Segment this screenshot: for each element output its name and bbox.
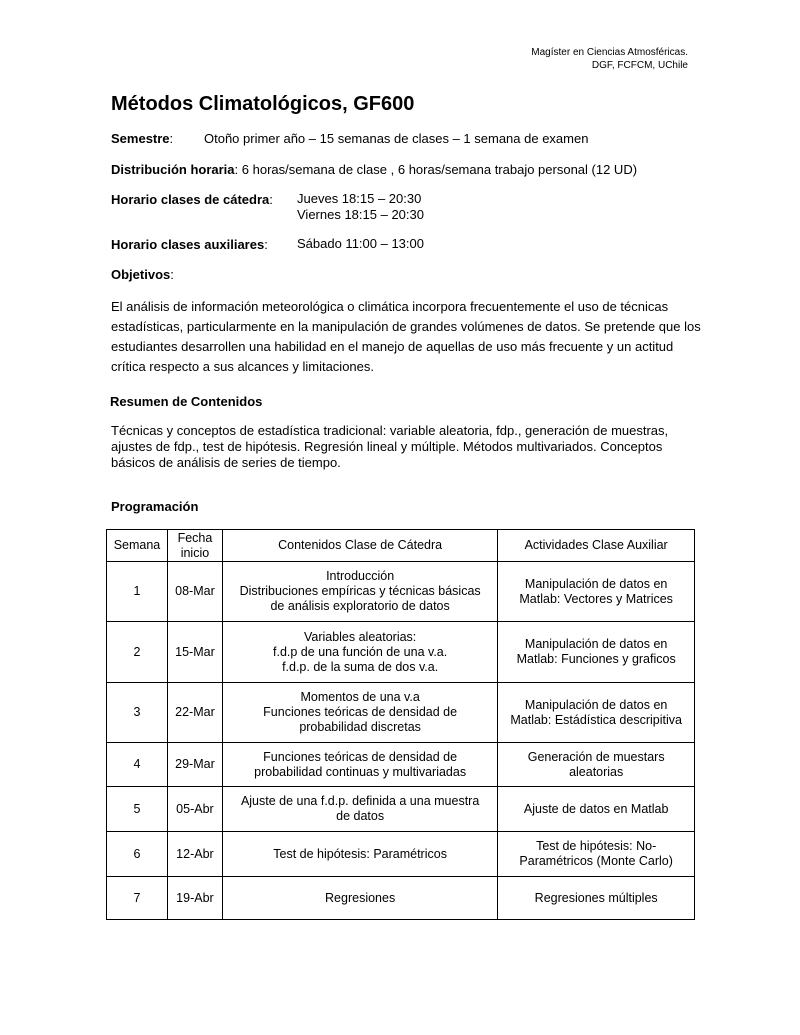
programacion-heading: Programación <box>111 499 199 514</box>
table-row <box>107 743 695 787</box>
distribucion-row: Distribución horaria: 6 horas/semana de clase , 6 horas/semana trabajo personal (12 UD) <box>111 162 638 177</box>
cell-actividades: Manipulación de datos en Matlab: Vectores y Matrices <box>498 562 695 622</box>
catedra-value: Jueves 18:15 – 20:30 Viernes 18:15 – 20:30 <box>297 191 424 222</box>
cell-actividades: Ajuste de datos en Matlab <box>498 787 695 832</box>
col-header-fecha: Fecha inicio <box>167 530 222 562</box>
cell-fecha: 05-Abr <box>167 787 222 832</box>
institution: DGF, FCFCM, UChile <box>591 60 688 71</box>
cell-actividades: Manipulación de datos en Matlab: Funciones y graficos <box>498 622 695 683</box>
cell-fecha: 22-Mar <box>167 683 222 743</box>
objetivos-row: Objetivos: <box>111 267 174 282</box>
cell-semana: 2 <box>107 622 168 683</box>
table-row <box>107 877 695 920</box>
table-row <box>107 832 695 877</box>
cell-actividades: Generación de muestars aleatorias <box>498 743 695 787</box>
cell-contenidos: Variables aleatorias: f.d.p de una función de una v.a. f.d.p. de la suma de dos v.a. <box>222 622 497 683</box>
program-name: Magíster en Ciencias Atmosféricas. <box>531 47 688 58</box>
distribucion-label: Distribución horaria <box>111 162 235 177</box>
auxiliares-label: Horario clases auxiliares <box>111 237 265 252</box>
cell-semana: 5 <box>107 787 168 832</box>
distribucion-value: 6 horas/semana de clase , 6 horas/semana trabajo personal (12 UD) <box>241 162 638 177</box>
cell-fecha: 19-Abr <box>167 877 222 920</box>
cell-semana: 1 <box>107 562 168 622</box>
col-header-actividades: Actividades Clase Auxiliar <box>498 530 695 562</box>
cell-fecha: 08-Mar <box>167 562 222 622</box>
objetivos-text: El análisis de información meteorológica o climática incorpora frecuentemente el uso de técnicas estadísticas, particularmente en la manipulación de grandes volúmenes de datos. Se pretende que los estudiantes desarrollen una habilidad en el manejo de aquellas de uso más frecuente y un actitud crítica respecto a sus alcances y limitaciones. <box>111 299 701 374</box>
cell-contenidos: Introducción Distribuciones empíricas y técnicas básicas de análisis exploratorio de datos <box>222 562 497 622</box>
cell-contenidos: Funciones teóricas de densidad de probabilidad continuas y multivariadas <box>222 743 497 787</box>
document-header <box>531 46 688 72</box>
objetivos-label: Objetivos <box>111 267 171 282</box>
cell-contenidos: Regresiones <box>222 877 497 920</box>
table-row <box>107 622 695 683</box>
cell-contenidos: Test de hipótesis: Paramétricos <box>222 832 497 877</box>
table-row <box>107 562 695 622</box>
table-header-row <box>107 530 695 562</box>
col-header-contenidos: Contenidos Clase de Cátedra <box>222 530 497 562</box>
semestre-label: Semestre <box>111 131 170 146</box>
resumen-text: Técnicas y conceptos de estadística tradicional: variable aleatoria, fdp., generación de muestras, ajustes de fdp., test de hipótesis. Regresión lineal y múltiple. Métodos multivariados. Conceptos básicos de análisis de series de tiempo. <box>111 423 669 470</box>
cell-contenidos: Ajuste de una f.d.p. definida a una muestra de datos <box>222 787 497 832</box>
cell-contenidos: Momentos de una v.a Funciones teóricas de densidad de probabilidad discretas <box>222 683 497 743</box>
programacion-table <box>106 529 695 920</box>
cell-actividades: Test de hipótesis: No- Paramétricos (Monte Carlo) <box>498 832 695 877</box>
col-header-semana: Semana <box>107 530 168 562</box>
auxiliares-value: Sábado 11:00 – 13:00 <box>297 236 424 251</box>
cell-semana: 6 <box>107 832 168 877</box>
catedra-label: Horario clases de cátedra <box>111 192 270 207</box>
catedra-row: Horario clases de cátedra: Jueves 18:15 – 20:30 Viernes 18:15 – 20:30 <box>111 191 424 222</box>
semestre-row: Semestre: Otoño primer año – 15 semanas de clases – 1 semana de examen <box>111 131 589 146</box>
cell-semana: 3 <box>107 683 168 743</box>
page-title: Métodos Climatológicos, GF600 <box>111 93 415 115</box>
resumen-heading: Resumen de Contenidos <box>110 394 263 409</box>
cell-actividades: Regresiones múltiples <box>498 877 695 920</box>
auxiliares-row: Horario clases auxiliares: Sábado 11:00 – 13:00 <box>111 236 424 252</box>
cell-actividades: Manipulación de datos en Matlab: Estádística descripitiva <box>498 683 695 743</box>
cell-fecha: 15-Mar <box>167 622 222 683</box>
cell-semana: 7 <box>107 877 168 920</box>
table-row <box>107 683 695 743</box>
semestre-value: Otoño primer año – 15 semanas de clases – 1 semana de examen <box>204 131 589 146</box>
cell-fecha: 29-Mar <box>167 743 222 787</box>
table-row <box>107 787 695 832</box>
cell-fecha: 12-Abr <box>167 832 222 877</box>
cell-semana: 4 <box>107 743 168 787</box>
